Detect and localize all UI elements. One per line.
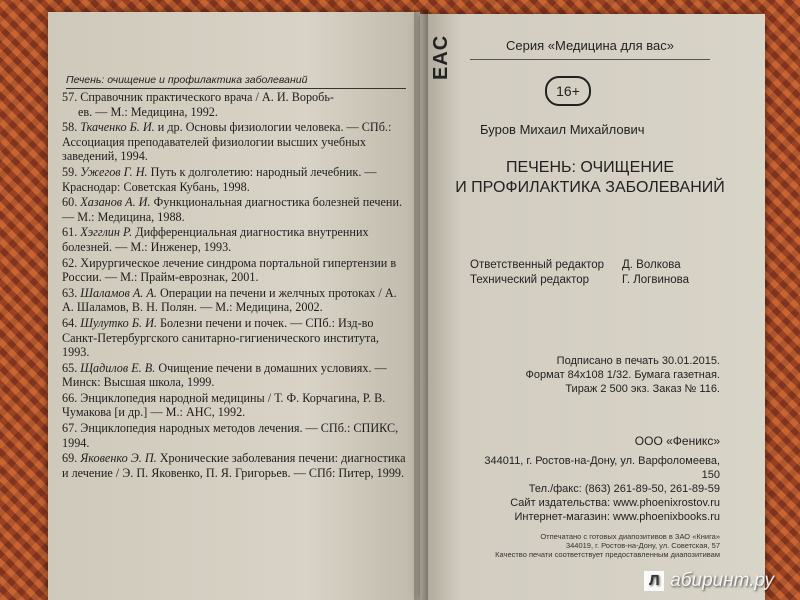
watermark-text: абиринт.ру xyxy=(670,570,774,591)
publisher-line: Сайт издательства: www.phoenixrostov.ru xyxy=(510,497,720,509)
labirint-logo-icon: Л xyxy=(644,571,664,591)
reference-item: 57. Справочник практического врача / А. И. Воробь- ев. — М.: Медицина, 1992. xyxy=(62,90,334,119)
imprint-line: Формат 84х108 1/32. Бумага газетная. xyxy=(525,369,720,381)
editors-block xyxy=(470,258,720,288)
reference-item: 62. Хирургическое лечение синдрома портальной гипертензии в России. — М.: Прайм-еврознак, 2001. xyxy=(62,255,397,285)
reference-list xyxy=(62,90,407,481)
book-title-line: ПЕЧЕНЬ: ОЧИЩЕНИЕ xyxy=(505,159,675,176)
editor-row: Ответственный редактор Д. Волкова xyxy=(470,259,681,271)
reference-item: 67. Энциклопедия народных методов лечения. — СПб.: СПИКС, 1994. xyxy=(62,421,399,450)
reference-item: 58. Ткаченко Б. И. и др. Основы физиологии человека. — СПб.: Ассоциация преподавателей физиологии высших учебных заведений, 1994. xyxy=(62,120,392,164)
imprint-line: Подписано в печать 30.01.2015. xyxy=(556,355,720,367)
publisher-line: 344011, г. Ростов-на-Дону, ул. Варфоломеева, 150 xyxy=(484,455,720,481)
running-head: Печень: очищение и профилактика заболеваний xyxy=(66,74,406,89)
reference-item: 64. Шулутко Б. И. Болезни печени и почек. — СПб.: Изд-во Санкт-Петербургского санитарно-гигиенического института, 1993. xyxy=(62,315,379,360)
author-name: Буров Михаил Михайлович xyxy=(480,122,645,137)
reference-item: 60. Хазанов А. И. Функциональная диагностика болезней печени. — М.: Медицина, 1988. xyxy=(62,195,403,224)
fineprint-line: Отпечатано с готовых диапозитивов в ЗАО «Книга» xyxy=(540,532,720,541)
reference-item: 59. Ужегов Г. Н. Путь к долголетию: народный лечебник. — Краснодар: Советская Кубань, 1998. xyxy=(62,164,377,194)
reference-item: 61. Хэгглин Р. Дифференциальная диагностика внутренних болезней. — М.: Инженер, 1993. xyxy=(62,225,369,254)
reference-item: 65. Щадилов Е. В. Очищение печени в домашних условиях. — Минск: Высшая школа, 1999. xyxy=(62,360,387,390)
imprint-block xyxy=(470,354,720,396)
printer-fineprint xyxy=(470,532,720,559)
eac-mark: EAC xyxy=(430,34,452,80)
publisher-block xyxy=(470,434,720,524)
labirint-watermark xyxy=(644,570,774,592)
fineprint-line: 344019, г. Ростов-на-Дону, ул. Советская, 57 xyxy=(565,541,720,550)
reference-item: 63. Шаламов А. А. Операции на печени и желчных протоках / А. А. Шаламов, В. Н. Полян. — М.: Медицина, 2002. xyxy=(62,285,397,315)
imprint-line: Тираж 2 500 экз. Заказ № 116. xyxy=(565,383,720,395)
reference-item: 69. Яковенко Э. П. Хронические заболевания печени: диагностика и лечение / Э. П. Яковенко, П. Я. Григорьев. — СПб: Питер, 1999. xyxy=(62,451,406,480)
editor-row: Технический редактор Г. Логвинова xyxy=(470,274,690,286)
book-gutter xyxy=(414,10,428,600)
age-rating-badge: 16+ xyxy=(545,76,591,106)
reference-item: 66. Энциклопедия народной медицины / Т. Ф. Корчагина, Р. В. Чумакова [и др.] — М.: АНС, 1992. xyxy=(62,390,386,420)
fineprint-line: Качество печати соответствует предоставленным диапозитивам xyxy=(495,550,720,559)
publisher-name: ООО «Феникс» xyxy=(634,434,720,448)
book-title xyxy=(440,158,740,198)
publisher-line: Тел./факс: (863) 261-89-50, 261-89-59 xyxy=(528,483,720,495)
publisher-line: Интернет-магазин: www.phoenixbooks.ru xyxy=(514,511,720,523)
book-title-line: И ПРОФИЛАКТИКА ЗАБОЛЕВАНИЙ xyxy=(455,179,725,196)
series-title: Серия «Медицина для вас» xyxy=(470,38,710,60)
